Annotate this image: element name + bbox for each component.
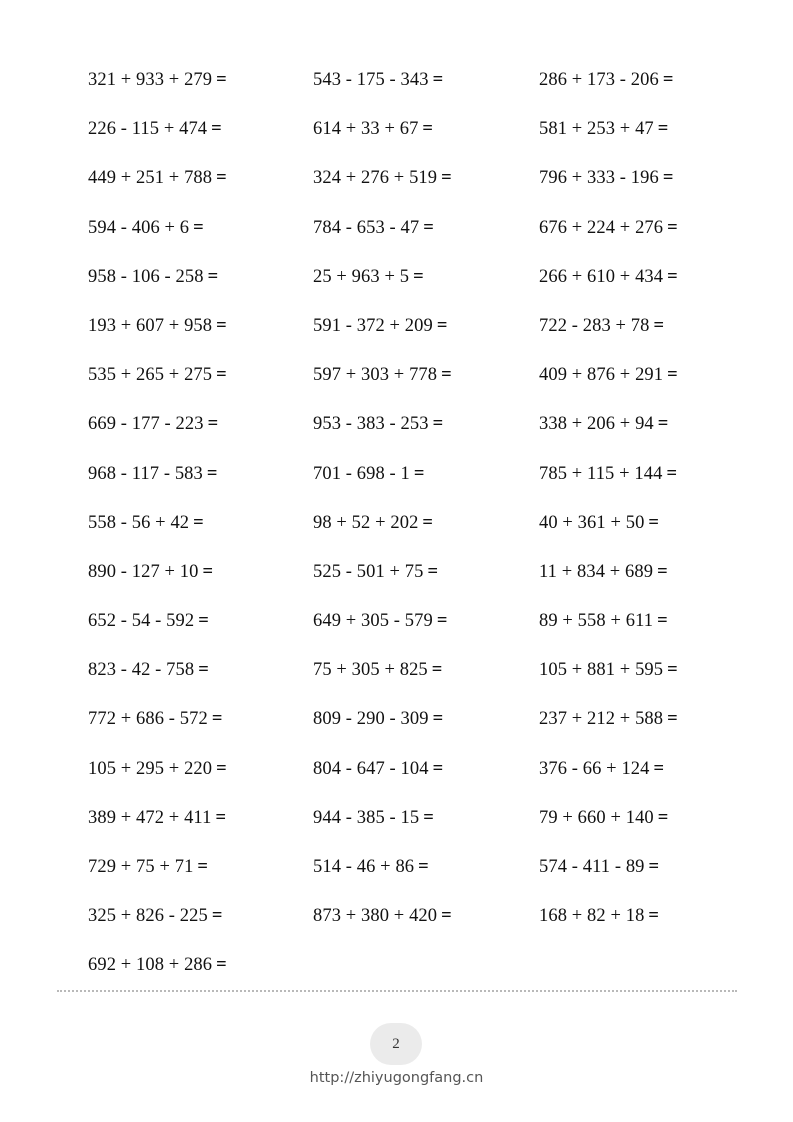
equals-sign: =	[648, 512, 660, 533]
problem-row	[88, 312, 728, 361]
equals-sign: =	[422, 512, 434, 533]
math-problem	[313, 902, 452, 930]
equals-sign: =	[216, 315, 227, 336]
page-number-badge	[370, 1023, 422, 1065]
equals-sign: =	[198, 660, 209, 681]
math-problem	[539, 656, 678, 684]
math-problem	[539, 607, 668, 635]
equals-sign: =	[662, 70, 674, 90]
problem-row	[88, 509, 728, 558]
math-problem	[88, 509, 204, 537]
math-problem	[88, 214, 204, 242]
math-problem	[539, 263, 678, 291]
equals-sign: =	[667, 660, 678, 681]
page-number: 2	[392, 1035, 400, 1052]
equals-sign: =	[427, 561, 439, 582]
math-problem	[88, 853, 208, 881]
math-problem	[88, 755, 227, 783]
equals-sign: =	[648, 906, 660, 927]
problem-expression: 784 - 653 - 47	[313, 217, 420, 238]
equals-sign: =	[436, 315, 448, 336]
equals-sign: =	[653, 758, 665, 779]
math-problem	[313, 460, 425, 488]
math-problem	[88, 902, 223, 930]
math-problem	[313, 509, 433, 537]
math-problem	[313, 558, 438, 586]
math-problem	[539, 509, 659, 537]
math-problem	[313, 164, 452, 192]
equals-sign: =	[211, 906, 223, 927]
math-problem	[313, 705, 443, 733]
math-problem	[88, 410, 218, 438]
problem-expression: 772 + 686 - 572	[88, 709, 208, 730]
equals-sign: =	[436, 611, 448, 632]
problem-expression: 543 - 175 - 343	[313, 70, 429, 90]
math-problem	[88, 607, 209, 635]
problem-row	[88, 263, 728, 312]
math-problem	[88, 66, 227, 94]
math-problem	[539, 804, 668, 832]
equals-sign: =	[193, 512, 204, 533]
problem-expression: 823 - 42 - 758	[88, 660, 195, 681]
equals-sign: =	[667, 266, 678, 287]
equals-sign: =	[667, 709, 678, 730]
problem-expression: 558 - 56 + 42	[88, 512, 190, 533]
math-problem	[88, 656, 209, 684]
equals-sign: =	[215, 807, 227, 828]
equals-sign: =	[667, 365, 678, 386]
equals-sign: =	[207, 266, 219, 287]
problem-expression: 266 + 610 + 434	[539, 266, 664, 287]
equals-sign: =	[432, 758, 444, 779]
problem-expression: 535 + 265 + 275	[88, 365, 213, 386]
equals-sign: =	[441, 365, 452, 386]
problem-expression: 79 + 660 + 140	[539, 807, 654, 828]
problem-expression: 40 + 361 + 50	[539, 512, 645, 533]
problem-row	[88, 902, 728, 951]
math-problem	[88, 460, 218, 488]
problem-expression: 804 - 647 - 104	[313, 758, 429, 779]
equals-sign: =	[216, 955, 227, 976]
math-problem	[313, 66, 443, 94]
problem-expression: 669 - 177 - 223	[88, 414, 204, 435]
problem-expression: 953 - 383 - 253	[313, 414, 429, 435]
math-problem	[539, 460, 677, 488]
problem-row	[88, 853, 728, 902]
problem-expression: 614 + 33 + 67	[313, 119, 419, 140]
problem-expression: 514 - 46 + 86	[313, 857, 415, 877]
problem-expression: 338 + 206 + 94	[539, 414, 654, 435]
math-problem	[539, 705, 678, 733]
equals-sign: =	[431, 660, 443, 681]
math-problem	[313, 214, 434, 242]
problem-row	[88, 656, 728, 705]
equals-sign: =	[206, 463, 218, 484]
math-problem	[539, 755, 664, 783]
problem-row	[88, 66, 728, 115]
equals-sign: =	[657, 807, 669, 828]
equals-sign: =	[432, 414, 444, 435]
equals-sign: =	[423, 807, 434, 828]
math-problem	[88, 312, 227, 340]
problem-expression: 722 - 283 + 78	[539, 315, 650, 336]
problem-expression: 594 - 406 + 6	[88, 217, 190, 238]
equals-sign: =	[657, 119, 669, 140]
problem-expression: 958 - 106 - 258	[88, 266, 204, 287]
equals-sign: =	[653, 315, 665, 336]
math-problem	[88, 164, 227, 192]
problem-expression: 324 + 276 + 519	[313, 168, 438, 189]
equals-sign: =	[418, 857, 429, 877]
math-problem	[313, 853, 429, 881]
equals-sign: =	[193, 217, 204, 238]
problem-expression: 89 + 558 + 611	[539, 611, 654, 632]
equals-sign: =	[207, 414, 219, 435]
problem-expression: 649 + 305 - 579	[313, 611, 433, 632]
math-problem	[313, 607, 448, 635]
math-problem	[313, 410, 443, 438]
equals-sign: =	[198, 611, 209, 632]
problem-expression: 873 + 380 + 420	[313, 906, 438, 927]
problem-expression: 525 - 501 + 75	[313, 561, 424, 582]
equals-sign: =	[441, 906, 452, 927]
problem-expression: 105 + 881 + 595	[539, 660, 664, 681]
problem-expression: 11 + 834 + 689	[539, 561, 654, 582]
problem-expression: 796 + 333 - 196	[539, 168, 659, 189]
problem-expression: 286 + 173 - 206	[539, 70, 659, 90]
math-problem	[88, 263, 218, 291]
equals-sign: =	[432, 709, 444, 730]
problem-expression: 98 + 52 + 202	[313, 512, 419, 533]
problem-expression: 105 + 295 + 220	[88, 758, 213, 779]
problem-expression: 581 + 253 + 47	[539, 119, 654, 140]
problem-expression: 676 + 224 + 276	[539, 217, 664, 238]
problem-expression: 729 + 75 + 71	[88, 857, 194, 877]
math-problem	[88, 804, 226, 832]
problem-expression: 321 + 933 + 279	[88, 70, 213, 90]
problem-expression: 785 + 115 + 144	[539, 463, 663, 484]
math-problem	[539, 853, 659, 881]
math-problem	[539, 115, 668, 143]
equals-sign: =	[211, 709, 223, 730]
equals-sign: =	[216, 70, 227, 90]
problem-row	[88, 410, 728, 459]
problem-expression: 574 - 411 - 89	[539, 857, 645, 877]
problem-expression: 692 + 108 + 286	[88, 955, 213, 976]
problem-expression: 193 + 607 + 958	[88, 315, 213, 336]
equals-sign: =	[413, 463, 425, 484]
equals-sign: =	[667, 217, 678, 238]
problem-expression: 652 - 54 - 592	[88, 611, 195, 632]
equals-sign: =	[216, 168, 227, 189]
problem-expression: 237 + 212 + 588	[539, 709, 664, 730]
math-problem	[539, 214, 678, 242]
problem-expression: 968 - 117 - 583	[88, 463, 203, 484]
problem-row	[88, 755, 728, 804]
problem-row	[88, 214, 728, 263]
problem-grid	[88, 66, 728, 1001]
problem-row	[88, 558, 728, 607]
math-problem	[88, 558, 213, 586]
math-problem	[313, 263, 424, 291]
math-problem	[539, 361, 678, 389]
site-url: http://zhiyugongfang.cn	[309, 1070, 484, 1086]
equals-sign: =	[441, 168, 452, 189]
math-problem	[313, 755, 443, 783]
problem-expression: 809 - 290 - 309	[313, 709, 429, 730]
equals-sign: =	[216, 758, 227, 779]
problem-expression: 376 - 66 + 124	[539, 758, 650, 779]
equals-sign: =	[657, 611, 668, 632]
math-problem	[313, 115, 433, 143]
problem-expression: 591 - 372 + 209	[313, 315, 433, 336]
problem-expression: 597 + 303 + 778	[313, 365, 438, 386]
problem-expression: 389 + 472 + 411	[88, 807, 212, 828]
problem-expression: 449 + 251 + 788	[88, 168, 213, 189]
problem-expression: 701 - 698 - 1	[313, 463, 410, 484]
math-problem	[313, 804, 434, 832]
math-problem	[539, 410, 668, 438]
math-problem	[313, 656, 442, 684]
problem-expression: 944 - 385 - 15	[313, 807, 420, 828]
math-problem	[88, 361, 227, 389]
problem-expression: 890 - 127 + 10	[88, 561, 199, 582]
equals-sign: =	[657, 414, 669, 435]
equals-sign: =	[211, 119, 222, 140]
problem-row	[88, 460, 728, 509]
problem-row	[88, 951, 728, 1000]
math-problem	[539, 558, 668, 586]
equals-sign: =	[197, 857, 209, 877]
equals-sign: =	[413, 266, 424, 287]
problem-expression: 168 + 82 + 18	[539, 906, 645, 927]
equals-sign: =	[648, 857, 660, 877]
equals-sign: =	[216, 365, 227, 386]
problem-expression: 75 + 305 + 825	[313, 660, 428, 681]
math-problem	[539, 902, 659, 930]
equals-sign: =	[666, 463, 678, 484]
equals-sign: =	[423, 217, 434, 238]
math-problem	[88, 115, 222, 143]
math-problem	[539, 312, 664, 340]
problem-expression: 25 + 963 + 5	[313, 266, 410, 287]
equals-sign: =	[202, 561, 214, 582]
problem-row	[88, 705, 728, 754]
problem-row	[88, 804, 728, 853]
math-problem	[539, 66, 674, 94]
problem-row	[88, 361, 728, 410]
math-problem	[313, 312, 448, 340]
problem-row	[88, 164, 728, 213]
equals-sign: =	[662, 168, 674, 189]
equals-sign: =	[432, 70, 444, 90]
math-problem	[313, 361, 452, 389]
problem-expression: 325 + 826 - 225	[88, 906, 208, 927]
math-problem	[88, 705, 223, 733]
problem-row	[88, 115, 728, 164]
problem-expression: 226 - 115 + 474	[88, 119, 208, 140]
math-problem	[539, 164, 674, 192]
dotted-divider	[57, 990, 737, 992]
math-problem	[88, 951, 227, 979]
problem-expression: 409 + 876 + 291	[539, 365, 664, 386]
problem-row	[88, 607, 728, 656]
equals-sign: =	[422, 119, 434, 140]
equals-sign: =	[657, 561, 668, 582]
